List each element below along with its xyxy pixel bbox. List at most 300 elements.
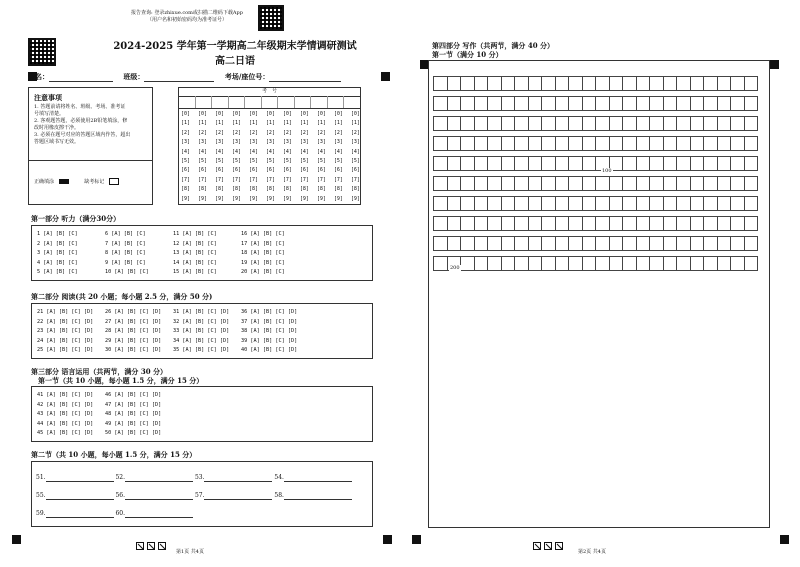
writing-cell[interactable] (677, 117, 691, 131)
writing-cell[interactable] (704, 117, 718, 131)
writing-cell[interactable] (488, 97, 502, 111)
writing-cell[interactable] (488, 157, 502, 171)
digit-bubble[interactable]: [2] (316, 129, 326, 136)
writing-cell[interactable] (569, 137, 583, 151)
digit-bubble[interactable]: [3] (265, 139, 275, 146)
writing-cell[interactable] (582, 177, 596, 191)
digit-bubble[interactable]: [4] (350, 148, 360, 155)
writing-cell[interactable] (501, 77, 515, 91)
exam-number-digit-cell[interactable] (212, 96, 229, 108)
answer-choice-row[interactable]: 13 [A] [B] [C] (173, 250, 217, 256)
digit-bubble[interactable]: [8] (333, 186, 343, 193)
writing-cell[interactable] (447, 177, 461, 191)
blank-56[interactable] (125, 492, 193, 500)
digit-bubble[interactable]: [2] (350, 129, 360, 136)
digit-bubble[interactable]: [7] (350, 176, 360, 183)
writing-cell[interactable] (731, 237, 745, 251)
digit-bubble[interactable]: [3] (248, 139, 258, 146)
writing-cell[interactable] (542, 137, 556, 151)
writing-cell[interactable] (542, 177, 556, 191)
digit-bubble[interactable]: [0] (316, 111, 326, 117)
writing-cell[interactable] (447, 237, 461, 251)
writing-cell[interactable] (515, 117, 529, 131)
writing-cell[interactable] (461, 117, 475, 131)
writing-cell[interactable] (555, 117, 569, 131)
writing-cell[interactable] (596, 237, 610, 251)
writing-cell[interactable] (609, 137, 623, 151)
writing-cell[interactable] (488, 217, 502, 231)
writing-cell[interactable] (596, 97, 610, 111)
digit-bubble[interactable]: [3] (214, 139, 224, 146)
writing-cell[interactable] (677, 137, 691, 151)
writing-cell[interactable] (704, 97, 718, 111)
writing-cell[interactable] (474, 137, 488, 151)
writing-cell[interactable] (461, 157, 475, 171)
blank-60[interactable] (125, 510, 193, 518)
writing-cell[interactable] (447, 217, 461, 231)
writing-cell[interactable] (690, 157, 704, 171)
digit-bubble[interactable]: [0] (214, 111, 224, 117)
writing-cell[interactable] (434, 237, 448, 251)
absent-checkbox[interactable] (109, 178, 119, 185)
digit-bubble[interactable]: [5] (316, 158, 326, 165)
writing-cell[interactable] (569, 217, 583, 231)
writing-cell[interactable] (636, 197, 650, 211)
digit-bubble[interactable]: [3] (282, 139, 292, 146)
writing-cell[interactable] (488, 137, 502, 151)
digit-bubble[interactable]: [5] (299, 158, 309, 165)
writing-cell[interactable] (569, 77, 583, 91)
writing-cell[interactable] (731, 157, 745, 171)
writing-cell[interactable] (731, 217, 745, 231)
blank-51[interactable] (46, 474, 114, 482)
writing-cell[interactable] (677, 237, 691, 251)
exam-number-digit-cell[interactable] (262, 96, 279, 108)
digit-bubble[interactable]: [9] (197, 195, 208, 202)
digit-bubble[interactable]: [3] (316, 139, 326, 146)
digit-bubble[interactable]: [3] (333, 139, 343, 146)
writing-cell[interactable] (582, 117, 596, 131)
digit-bubble[interactable]: [6] (350, 167, 360, 174)
digit-bubble[interactable]: [9] (231, 195, 241, 202)
writing-cell[interactable] (474, 177, 488, 191)
blank-53[interactable] (204, 474, 272, 482)
digit-bubble[interactable]: [8] (181, 186, 191, 193)
answer-choice-row[interactable]: 34 [A] [B] [C] [D] (173, 337, 230, 344)
writing-cell[interactable] (677, 77, 691, 91)
answer-choice-row[interactable]: 10 [A] [B] [C] (105, 269, 149, 275)
writing-cell[interactable] (542, 237, 556, 251)
writing-cell[interactable] (596, 137, 610, 151)
writing-cell[interactable] (501, 157, 515, 171)
writing-cell[interactable] (677, 217, 691, 231)
writing-cell[interactable] (555, 197, 569, 211)
digit-bubble[interactable]: [8] (350, 186, 360, 193)
digit-bubble[interactable]: [8] (231, 186, 241, 193)
class-field[interactable] (144, 74, 214, 82)
digit-bubble[interactable]: [5] (282, 158, 292, 165)
writing-cell[interactable] (461, 197, 475, 211)
digit-bubble[interactable]: [6] (316, 167, 326, 174)
digit-bubble[interactable]: [6] (333, 167, 343, 174)
exam-number-digit-cell[interactable] (311, 96, 328, 108)
digit-bubble[interactable]: [5] (214, 158, 224, 165)
writing-cell[interactable] (515, 77, 529, 91)
writing-cell[interactable] (474, 97, 488, 111)
writing-cell[interactable] (609, 77, 623, 91)
writing-cell[interactable] (663, 137, 677, 151)
digit-bubble[interactable]: [7] (282, 176, 292, 183)
writing-cell[interactable] (650, 217, 664, 231)
writing-cell[interactable] (650, 177, 664, 191)
writing-cell[interactable] (461, 97, 475, 111)
digit-bubble[interactable]: [9] (282, 195, 292, 202)
writing-cell[interactable] (663, 77, 677, 91)
writing-cell[interactable] (582, 217, 596, 231)
writing-cell[interactable] (582, 97, 596, 111)
answer-choice-row[interactable]: 44 [A] [B] [C] [D] (37, 420, 94, 427)
writing-cell[interactable] (744, 117, 758, 131)
writing-cell[interactable] (690, 177, 704, 191)
writing-cell[interactable] (636, 117, 650, 131)
digit-bubble[interactable]: [5] (350, 158, 360, 165)
digit-bubble[interactable]: [0] (181, 111, 191, 117)
writing-cell[interactable] (744, 177, 758, 191)
answer-choice-row[interactable]: 29 [A] [B] [C] [D] (105, 337, 162, 344)
writing-cell[interactable] (690, 97, 704, 111)
writing-cell[interactable] (636, 77, 650, 91)
answer-choice-row[interactable]: 23 [A] [B] [C] [D] (37, 328, 94, 334)
digit-bubble[interactable]: [7] (299, 176, 309, 183)
writing-cell[interactable] (555, 217, 569, 231)
answer-choice-row[interactable]: 47 [A] [B] [C] [D] (105, 401, 162, 408)
digit-bubble[interactable]: [6] (265, 167, 275, 174)
answer-choice-row[interactable]: 5 [A] [B] [C] (37, 269, 78, 275)
writing-cell[interactable] (555, 177, 569, 191)
writing-cell[interactable] (731, 137, 745, 151)
writing-cell[interactable] (690, 197, 704, 211)
writing-cell[interactable] (623, 177, 637, 191)
answer-choice-row[interactable]: 49 [A] [B] [C] [D] (105, 420, 162, 427)
answer-choice-row[interactable]: 14 [A] [B] [C] (173, 259, 217, 266)
writing-cell[interactable] (663, 217, 677, 231)
writing-cell[interactable] (501, 137, 515, 151)
answer-choice-row[interactable]: 36 [A] [B] [C] [D] (241, 309, 298, 315)
digit-bubble[interactable]: [4] (214, 148, 224, 155)
digit-bubble[interactable]: [3] (197, 139, 208, 146)
writing-cell[interactable] (596, 117, 610, 131)
writing-cell[interactable] (474, 217, 488, 231)
answer-choice-row[interactable]: 17 [A] [B] [C] (241, 240, 285, 247)
exam-number-digit-cell[interactable] (245, 96, 262, 108)
writing-cell[interactable] (717, 137, 731, 151)
digit-bubble[interactable]: [0] (282, 111, 292, 117)
writing-cell[interactable] (515, 97, 529, 111)
writing-cell[interactable] (542, 217, 556, 231)
writing-cell[interactable] (731, 117, 745, 131)
digit-bubble[interactable]: [6] (282, 167, 292, 174)
digit-bubble[interactable]: [7] (197, 176, 208, 183)
writing-cell[interactable] (501, 197, 515, 211)
writing-cell[interactable] (663, 237, 677, 251)
writing-cell[interactable] (731, 257, 745, 271)
digit-bubble[interactable]: [4] (265, 148, 275, 155)
writing-cell[interactable] (447, 137, 461, 151)
answer-choice-row[interactable]: 38 [A] [B] [C] [D] (241, 328, 298, 334)
digit-bubble[interactable]: [7] (181, 176, 191, 183)
writing-cell[interactable] (461, 217, 475, 231)
answer-choice-row[interactable]: 48 [A] [B] [C] [D] (105, 411, 162, 417)
digit-bubble[interactable]: [9] (299, 195, 309, 202)
digit-bubble[interactable]: [6] (214, 167, 224, 174)
answer-choice-row[interactable]: 9 [A] [B] [C] (105, 259, 146, 266)
digit-bubble[interactable]: [1] (282, 120, 292, 127)
digit-bubble[interactable]: [0] (350, 111, 360, 117)
writing-cell[interactable] (569, 237, 583, 251)
writing-cell[interactable] (434, 97, 448, 111)
writing-cell[interactable] (596, 197, 610, 211)
writing-cell[interactable] (569, 157, 583, 171)
digit-bubble[interactable]: [9] (350, 195, 360, 202)
writing-cell[interactable] (488, 257, 502, 271)
answer-choice-row[interactable]: 33 [A] [B] [C] [D] (173, 328, 230, 334)
writing-cell[interactable] (515, 137, 529, 151)
writing-cell[interactable] (623, 97, 637, 111)
digit-bubble[interactable]: [4] (248, 148, 258, 155)
digit-bubble[interactable]: [7] (214, 176, 224, 183)
digit-bubble[interactable]: [9] (333, 195, 343, 202)
digit-bubble[interactable]: [3] (350, 139, 360, 146)
answer-choice-row[interactable]: 45 [A] [B] [C] [D] (37, 430, 94, 436)
writing-cell[interactable] (636, 217, 650, 231)
digit-bubble[interactable]: [0] (299, 111, 309, 117)
writing-cell[interactable] (717, 117, 731, 131)
digit-bubble[interactable]: [3] (181, 139, 191, 146)
writing-cell[interactable] (690, 117, 704, 131)
writing-cell[interactable] (704, 157, 718, 171)
writing-cell[interactable] (623, 237, 637, 251)
writing-cell[interactable] (515, 197, 529, 211)
writing-cell[interactable] (501, 117, 515, 131)
digit-bubble[interactable]: [0] (197, 111, 208, 117)
digit-bubble[interactable]: [5] (265, 158, 275, 165)
answer-choice-row[interactable]: 46 [A] [B] [C] [D] (105, 392, 162, 398)
digit-bubble[interactable]: [8] (299, 186, 309, 193)
writing-cell[interactable] (461, 237, 475, 251)
writing-cell[interactable] (434, 117, 448, 131)
digit-bubble[interactable]: [8] (197, 186, 208, 193)
blank-59[interactable] (46, 510, 114, 518)
blank-54[interactable] (284, 474, 352, 482)
writing-cell[interactable] (542, 257, 556, 271)
digit-bubble[interactable]: [5] (248, 158, 258, 165)
writing-cell[interactable] (542, 77, 556, 91)
writing-cell[interactable] (744, 217, 758, 231)
writing-cell[interactable] (609, 97, 623, 111)
writing-cell[interactable] (501, 217, 515, 231)
writing-cell[interactable] (663, 177, 677, 191)
blank-55[interactable] (46, 492, 114, 500)
digit-bubble[interactable]: [6] (299, 167, 309, 174)
writing-cell[interactable] (555, 237, 569, 251)
writing-cell[interactable] (542, 117, 556, 131)
writing-cell[interactable] (582, 197, 596, 211)
writing-cell[interactable] (731, 77, 745, 91)
digit-bubble[interactable]: [2] (299, 129, 309, 136)
writing-cell[interactable] (474, 237, 488, 251)
digit-bubble[interactable]: [2] (231, 129, 241, 136)
digit-bubble[interactable]: [9] (316, 195, 326, 202)
digit-bubble[interactable]: [2] (181, 129, 191, 136)
writing-cell[interactable] (650, 137, 664, 151)
digit-bubble[interactable]: [3] (231, 139, 241, 146)
digit-bubble[interactable]: [8] (248, 186, 258, 193)
exam-number-digit-cell[interactable] (229, 96, 246, 108)
digit-bubble[interactable]: [7] (265, 176, 275, 183)
writing-cell[interactable] (515, 257, 529, 271)
writing-cell[interactable] (488, 117, 502, 131)
writing-cell[interactable] (582, 237, 596, 251)
writing-cell[interactable] (690, 237, 704, 251)
writing-cell[interactable] (731, 197, 745, 211)
exam-number-digit-cell[interactable] (295, 96, 312, 108)
writing-cell[interactable] (569, 257, 583, 271)
writing-cell[interactable] (596, 257, 610, 271)
digit-bubble[interactable]: [0] (265, 111, 275, 117)
writing-cell[interactable] (569, 197, 583, 211)
writing-cell[interactable] (434, 77, 448, 91)
digit-bubble[interactable]: [4] (231, 148, 241, 155)
digit-bubble[interactable]: [5] (333, 158, 343, 165)
writing-cell[interactable] (650, 257, 664, 271)
writing-cell[interactable] (542, 197, 556, 211)
exam-number-digit-cell[interactable] (328, 96, 345, 108)
writing-cell[interactable] (717, 77, 731, 91)
writing-cell[interactable] (474, 197, 488, 211)
writing-cell[interactable] (609, 257, 623, 271)
digit-bubble[interactable]: [8] (265, 186, 275, 193)
answer-choice-row[interactable]: 40 [A] [B] [C] [D] (241, 347, 298, 353)
writing-cell[interactable] (744, 237, 758, 251)
digit-bubble[interactable]: [3] (299, 139, 309, 146)
digit-bubble[interactable]: [4] (299, 148, 309, 155)
writing-cell[interactable] (636, 137, 650, 151)
writing-cell[interactable] (488, 197, 502, 211)
answer-choice-row[interactable]: 28 [A] [B] [C] [D] (105, 328, 162, 334)
digit-bubble[interactable]: [4] (333, 148, 343, 155)
writing-cell[interactable] (650, 157, 664, 171)
digit-bubble[interactable]: [7] (248, 176, 258, 183)
writing-cell[interactable] (663, 257, 677, 271)
writing-cell[interactable] (650, 197, 664, 211)
writing-cell[interactable] (555, 77, 569, 91)
digit-bubble[interactable]: [5] (231, 158, 241, 165)
digit-bubble[interactable]: [0] (333, 111, 343, 117)
writing-cell[interactable] (623, 77, 637, 91)
digit-bubble[interactable]: [1] (197, 120, 208, 127)
writing-cell[interactable] (717, 97, 731, 111)
answer-choice-row[interactable]: 7 [A] [B] [C] (105, 240, 146, 247)
writing-cell[interactable] (704, 217, 718, 231)
digit-bubble[interactable]: [1] (248, 120, 258, 127)
name-field[interactable] (49, 74, 113, 82)
digit-bubble[interactable]: [2] (214, 129, 224, 136)
answer-choice-row[interactable]: 8 [A] [B] [C] (105, 250, 146, 256)
writing-cell[interactable] (434, 217, 448, 231)
exam-number-digit-cell[interactable] (344, 96, 360, 108)
writing-cell[interactable] (528, 237, 542, 251)
writing-cell[interactable] (596, 177, 610, 191)
writing-cell[interactable] (461, 257, 475, 271)
writing-cell[interactable] (528, 97, 542, 111)
writing-cell[interactable] (528, 177, 542, 191)
writing-cell[interactable] (474, 257, 488, 271)
answer-choice-row[interactable]: 42 [A] [B] [C] [D] (37, 401, 94, 408)
writing-cell[interactable] (582, 257, 596, 271)
writing-cell[interactable] (663, 157, 677, 171)
answer-choice-row[interactable]: 2 [A] [B] [C] (37, 240, 78, 247)
writing-cell[interactable] (744, 97, 758, 111)
writing-cell[interactable] (609, 177, 623, 191)
writing-cell[interactable] (717, 177, 731, 191)
digit-bubble[interactable]: [6] (231, 167, 241, 174)
writing-cell[interactable] (609, 117, 623, 131)
writing-cell[interactable] (528, 257, 542, 271)
writing-cell[interactable] (731, 97, 745, 111)
blank-57[interactable] (204, 492, 272, 500)
writing-cell[interactable] (690, 217, 704, 231)
writing-cell[interactable] (609, 197, 623, 211)
writing-cell[interactable] (717, 157, 731, 171)
answer-choice-row[interactable]: 1 [A] [B] [C] (37, 231, 78, 237)
writing-cell[interactable] (717, 197, 731, 211)
answer-choice-row[interactable]: 27 [A] [B] [C] [D] (105, 318, 162, 325)
digit-bubble[interactable]: [5] (197, 158, 208, 165)
answer-choice-row[interactable]: 43 [A] [B] [C] [D] (37, 411, 94, 417)
writing-cell[interactable] (663, 197, 677, 211)
writing-cell[interactable] (690, 257, 704, 271)
digit-bubble[interactable]: [6] (197, 167, 208, 174)
writing-cell[interactable] (609, 237, 623, 251)
digit-bubble[interactable]: [4] (181, 148, 191, 155)
writing-cell[interactable] (528, 137, 542, 151)
digit-bubble[interactable]: [6] (181, 167, 191, 174)
writing-cell[interactable] (569, 117, 583, 131)
writing-cell[interactable] (474, 117, 488, 131)
digit-bubble[interactable]: [2] (248, 129, 258, 136)
writing-cell[interactable] (677, 157, 691, 171)
writing-cell[interactable] (488, 77, 502, 91)
digit-bubble[interactable]: [9] (214, 195, 224, 202)
writing-cell[interactable] (501, 237, 515, 251)
writing-cell[interactable] (434, 197, 448, 211)
writing-cell[interactable] (501, 177, 515, 191)
digit-bubble[interactable]: [4] (197, 148, 208, 155)
writing-cell[interactable] (582, 137, 596, 151)
writing-cell[interactable] (623, 257, 637, 271)
digit-bubble[interactable]: [9] (248, 195, 258, 202)
writing-cell[interactable] (488, 237, 502, 251)
digit-bubble[interactable]: [0] (248, 111, 258, 117)
answer-choice-row[interactable]: 18 [A] [B] [C] (241, 250, 285, 256)
writing-cell[interactable] (731, 177, 745, 191)
writing-cell[interactable] (744, 77, 758, 91)
writing-cell[interactable] (474, 157, 488, 171)
answer-choice-row[interactable]: 39 [A] [B] [C] [D] (241, 337, 298, 344)
writing-cell[interactable] (596, 217, 610, 231)
answer-choice-row[interactable]: 50 [A] [B] [C] [D] (105, 430, 162, 436)
digit-bubble[interactable]: [2] (265, 129, 275, 136)
